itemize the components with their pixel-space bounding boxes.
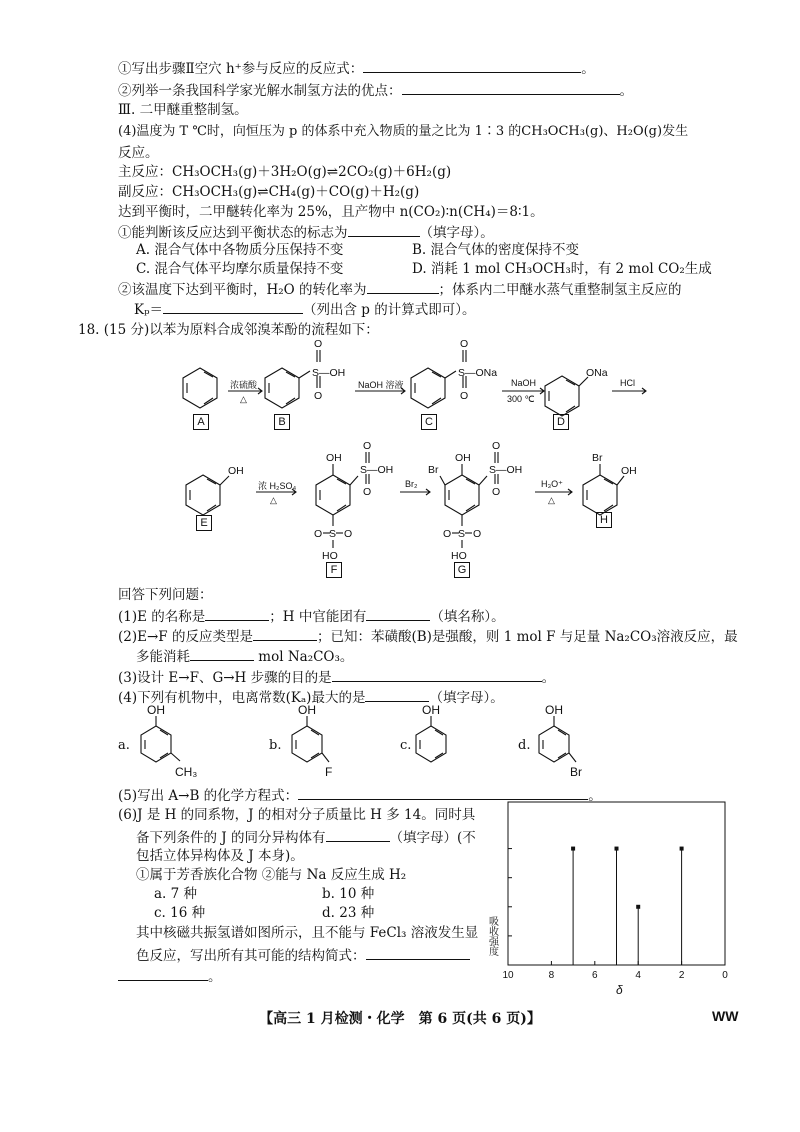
question-18-title: 18. (15 分)以苯为原料合成邻溴苯酚的流程如下： xyxy=(78,322,379,338)
option-a: A. 混合气体中各物质分压保持不变 xyxy=(136,242,344,258)
s6-option-b: b. 10 种 xyxy=(322,886,375,902)
s6-option-c: c. 16 种 xyxy=(154,905,206,921)
answer-blank[interactable] xyxy=(163,299,303,314)
answer-intro: 回答下列问题： xyxy=(118,587,213,603)
cond-g-h-top: H₃O⁺ xyxy=(541,479,563,489)
cond-d-e: HCl xyxy=(620,378,635,388)
group-ch3: CH₃ xyxy=(175,765,198,779)
section-3-heading: Ⅲ. 二甲醚重整制氢。 xyxy=(118,102,248,118)
answer-blank[interactable] xyxy=(205,606,269,621)
q4-1-line: ①能判断该反应达到平衡状态的标志为 （填字母）。 xyxy=(118,222,494,242)
atom-o: O xyxy=(363,486,372,498)
cond-e-f-top: 浓 H₂SO₄ xyxy=(258,481,297,491)
cond-c-d-top: NaOH xyxy=(511,378,537,388)
atom-o: O xyxy=(314,390,323,402)
cond-a-b-top: 浓硫酸 xyxy=(230,380,258,390)
q4-line-a: (4)温度为 T ℃时，向恒压为 p 的体系中充入物质的量之比为 1∶3 的CH₃OCH₃(g)、H₂O(g)发生 xyxy=(118,124,689,139)
cond-a-b-bottom: △ xyxy=(240,394,247,404)
group-ho: HO xyxy=(451,550,467,562)
nmr-peak-marker xyxy=(615,847,619,851)
atom-o: O xyxy=(492,440,501,452)
answer-blank[interactable] xyxy=(190,646,254,661)
label-d: D xyxy=(553,414,569,430)
cond-g-h-bottom: △ xyxy=(548,495,555,505)
group-ho: HO xyxy=(322,550,338,562)
sub-question-6-a: (6)J 是 H 的同系物，J 的相对分子质量比 H 多 14。同时具 xyxy=(118,807,476,823)
benzene-ring-f xyxy=(316,475,350,515)
group-oh: OH xyxy=(455,452,471,464)
group-oh: OH xyxy=(621,465,637,477)
synthesis-scheme xyxy=(0,330,800,580)
atom-s: S xyxy=(329,528,337,540)
atom-o: O xyxy=(443,528,452,540)
atom-s: S xyxy=(458,528,466,540)
q4-2-line: ②该温度下达到平衡时，H₂O 的转化率为 ；体系内二甲醚水蒸气重整制氢主反应的 xyxy=(118,279,682,299)
benzene-ring-a xyxy=(183,368,217,408)
x-tick-label: 2 xyxy=(678,970,685,981)
atom-br: Br xyxy=(592,452,603,464)
atom-o: O xyxy=(492,486,501,498)
atom-s: S—OH xyxy=(360,464,394,476)
answer-blank[interactable] xyxy=(366,945,470,960)
sub-question-6-f: 色反应，写出所有其可能的结构简式： xyxy=(136,945,470,965)
group-oh: OH xyxy=(147,703,165,717)
answer-blank[interactable] xyxy=(402,80,620,95)
sub-question-6-d: ①属于芳香族化合物 ②能与 Na 反应生成 H₂ xyxy=(136,867,407,883)
option-c: C. 混合气体平均摩尔质量保持不变 xyxy=(136,261,344,277)
atom-o: O xyxy=(460,390,469,402)
x-axis-label: δ xyxy=(616,983,623,997)
s6-option-d: d. 23 种 xyxy=(322,905,375,921)
option-d: D. 消耗 1 mol CH₃OCH₃时，有 2 mol CO₂生成 xyxy=(412,261,712,277)
sub-question-6-c: 包括立体异构体及 J 本身)。 xyxy=(136,848,304,864)
label-c: C xyxy=(421,414,437,430)
option-a-label: a. xyxy=(118,738,130,753)
answer-blank[interactable] xyxy=(253,626,317,641)
sub-question-1: (1)E 的名称是 ；H 中官能团有 （填名称）。 xyxy=(118,606,505,626)
q3-2-line: ②列举一条我国科学家光解水制氢方法的优点： 。 xyxy=(118,80,633,100)
benzene-ring-b xyxy=(265,368,299,408)
atom-s: S—OH xyxy=(489,464,523,476)
answer-blank[interactable] xyxy=(363,58,581,73)
equilibrium-condition: 达到平衡时，二甲醚转化率为 25%，且产物中 n(CO₂)∶n(CH₄)＝8∶1。 xyxy=(118,204,544,220)
answer-blank[interactable] xyxy=(118,966,208,981)
cond-b-c: NaOH 溶液 xyxy=(358,380,404,390)
benzene-ring-c xyxy=(411,368,445,408)
main-reaction: 主反应：CH₃OCH₃(g)＋3H₂O(g)⇌2CO₂(g)＋6H₂(g) xyxy=(118,164,452,180)
benzene-ring-d xyxy=(545,376,579,416)
group-oh: OH xyxy=(228,465,244,477)
answer-blank[interactable] xyxy=(367,279,439,294)
benzene-ring-g xyxy=(445,475,479,515)
group-oh: OH xyxy=(545,703,563,717)
group-oh: OH xyxy=(422,703,440,717)
atom-o: O xyxy=(344,528,353,540)
answer-blank[interactable] xyxy=(366,606,430,621)
nmr-peak-marker xyxy=(680,847,684,851)
option-b: B. 混合气体的密度保持不变 xyxy=(412,242,580,258)
atom-o: O xyxy=(314,528,323,540)
nmr-spectrum-chart xyxy=(478,796,748,1001)
sub-question-4: (4)下列有机物中，电离常数(Kₐ)最大的是 （填字母）。 xyxy=(118,687,504,707)
sub-question-6-b: 备下列条件的 J 的同分异构体有 （填字母）(不 xyxy=(136,827,476,847)
benzene-ring-e xyxy=(186,475,220,515)
sub-question-5: (5)写出 A→B 的化学方程式： 。 xyxy=(118,785,602,805)
label-f: F xyxy=(326,562,342,578)
group-oh: OH xyxy=(326,452,342,464)
sub-question-2-cont: 多能消耗 mol Na₂CO₃。 xyxy=(136,646,353,666)
sub-question-3: (3)设计 E→F、G→H 步骤的目的是 。 xyxy=(118,667,555,687)
label-h: H xyxy=(596,512,612,528)
cond-f-g: Br₂ xyxy=(405,479,418,489)
q3-1-line: ①写出步骤Ⅱ空穴 h⁺参与反应的反应式： 。 xyxy=(118,58,595,78)
label-b: B xyxy=(274,414,290,430)
atom-o: O xyxy=(363,440,372,452)
group-oh: OH xyxy=(298,703,316,717)
atom-br: Br xyxy=(570,765,582,779)
label-a: A xyxy=(193,414,209,430)
atom-o: O xyxy=(314,338,323,350)
sub-question-6-g: 。 xyxy=(118,966,222,986)
s6-option-a: a. 7 种 xyxy=(154,886,198,902)
cond-e-f-bottom: △ xyxy=(270,495,277,505)
answer-blank[interactable] xyxy=(326,827,390,842)
sub-question-2: (2)E→F 的反应类型是 ；已知：苯磺酸(B)是强酸，则 1 mol F 与足量 Na₂CO₃溶液反应，最 xyxy=(118,626,738,646)
atom-f: F xyxy=(325,765,333,779)
q4-line-b: 反应。 xyxy=(118,145,159,161)
nmr-peak-marker xyxy=(636,905,640,909)
sub-question-6-e: 其中核磁共振氢谱如图所示，且不能与 FeCl₃ 溶液发生显 xyxy=(136,925,479,941)
atom-br: Br xyxy=(428,464,439,476)
y-axis-label: 吸收强度 xyxy=(486,916,498,956)
page-footer: 【高三 1 月检测・化学 第 6 页(共 6 页)】 xyxy=(259,1011,541,1027)
x-tick-label: 10 xyxy=(502,970,514,981)
atom-o: O xyxy=(460,338,469,350)
group-ona: ONa xyxy=(586,367,608,379)
atom-s: S—ONa xyxy=(458,367,498,379)
x-tick-label: 6 xyxy=(592,970,598,981)
answer-blank[interactable] xyxy=(332,667,542,682)
x-tick-label: 8 xyxy=(548,970,555,981)
atom-s: S—OH xyxy=(312,367,346,379)
x-tick-label: 0 xyxy=(722,970,728,981)
answer-blank[interactable] xyxy=(348,222,420,237)
cond-c-d-bottom: 300 ℃ xyxy=(507,394,535,404)
side-reaction: 副反应：CH₃OCH₃(g)⇌CH₄(g)＋CO(g)＋H₂(g) xyxy=(118,184,420,200)
benzene-ring-h xyxy=(583,475,617,515)
option-d-label: d. xyxy=(518,738,531,753)
x-tick-label: 4 xyxy=(635,970,641,981)
nmr-peak-marker xyxy=(571,847,575,851)
paper-code: WW xyxy=(712,1008,739,1024)
option-b-label: b. xyxy=(269,738,282,753)
option-c-label: c. xyxy=(400,738,412,753)
label-e: E xyxy=(196,515,212,531)
q4-2-kp-line: Kₚ＝ （列出含 p 的计算式即可）。 xyxy=(134,299,475,319)
atom-o: O xyxy=(473,528,482,540)
label-g: G xyxy=(454,562,470,578)
